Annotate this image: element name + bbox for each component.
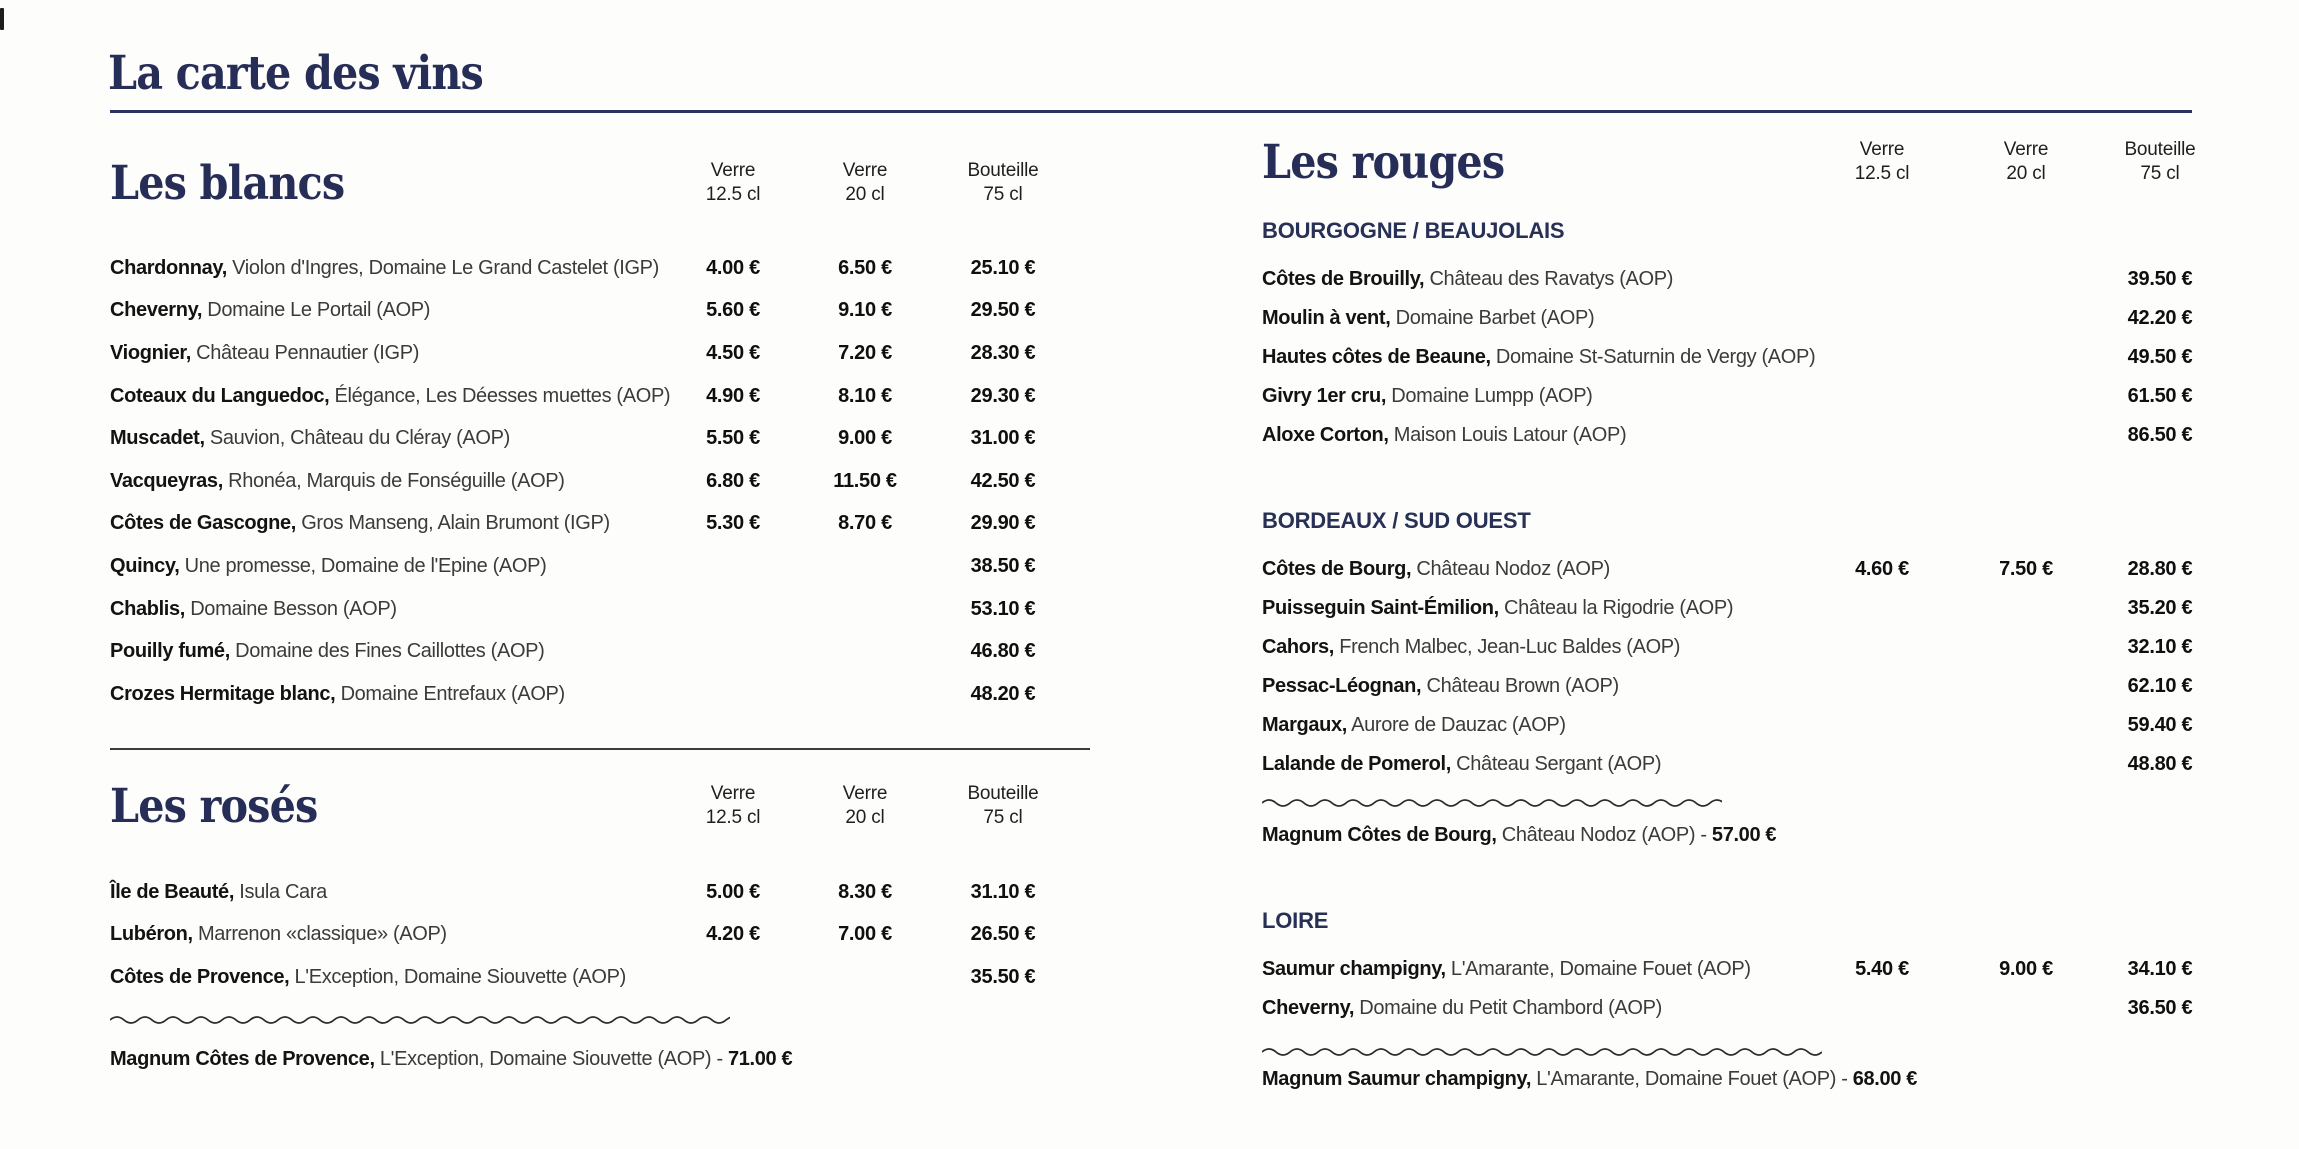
price-bottle-75: 42.20 € bbox=[2127, 307, 2193, 329]
price-bottle-75: 39.50 € bbox=[2127, 268, 2193, 290]
price-bottle-75: 48.20 € bbox=[970, 682, 1036, 705]
page-title: La carte des vins bbox=[108, 46, 483, 101]
column-header-verre-125 bbox=[668, 159, 798, 206]
wine-list-bourgogne bbox=[1262, 260, 2215, 455]
subsection-label-bordeaux: BORDEAUX / SUD OUEST bbox=[1262, 508, 1531, 533]
section-title-roses: Les rosés bbox=[110, 778, 318, 834]
section-blancs-header bbox=[110, 150, 1074, 216]
wavy-divider bbox=[110, 1015, 730, 1025]
section-roses-header bbox=[110, 773, 1074, 839]
price-bottle-75: 36.50 € bbox=[2127, 997, 2193, 1019]
price-glass-125: 5.60 € bbox=[706, 299, 760, 322]
price-glass-20: 9.00 € bbox=[838, 427, 892, 450]
price-glass-125: 5.40 € bbox=[1855, 958, 1909, 980]
price-bottle-75: 29.50 € bbox=[970, 299, 1036, 322]
wine-list-blancs bbox=[110, 247, 1074, 716]
price-glass-125: 4.20 € bbox=[706, 923, 760, 946]
subsection-label-bourgogne: BOURGOGNE / BEAUJOLAIS bbox=[1262, 218, 1565, 243]
wine-row bbox=[1262, 745, 2215, 784]
price-bottle-75: 35.50 € bbox=[970, 965, 1036, 988]
wine-name-and-details: Côtes de Gascogne, Gros Manseng, Alain Brumont (IGP) bbox=[110, 512, 610, 535]
col-header-line: Verre bbox=[2003, 139, 2049, 161]
price-glass-20: 8.70 € bbox=[838, 512, 892, 535]
price-bottle-75: 29.90 € bbox=[970, 512, 1036, 535]
column-header-verre-125 bbox=[668, 782, 798, 829]
wine-name-and-details: Coteaux du Languedoc, Élégance, Les Déesses muettes (AOP) bbox=[110, 384, 671, 407]
wine-name-and-details: Cahors, French Malbec, Jean-Luc Baldes (AOP) bbox=[1262, 636, 1681, 658]
price-bottle-75: 28.80 € bbox=[2127, 558, 2193, 580]
col-header-line: Verre bbox=[710, 160, 756, 182]
wine-name-and-details: Quincy, Une promesse, Domaine de l'Epine (AOP) bbox=[110, 554, 547, 577]
column-header-verre-20 bbox=[798, 159, 932, 206]
wine-row bbox=[1262, 706, 2215, 745]
wine-name-and-details: Aloxe Corton, Maison Louis Latour (AOP) bbox=[1262, 424, 1627, 446]
price-bottle-75: 62.10 € bbox=[2127, 675, 2193, 697]
price-glass-125: 4.60 € bbox=[1855, 558, 1909, 580]
wine-name-and-details: Margaux, Aurore de Dauzac (AOP) bbox=[1262, 714, 1566, 736]
title-divider bbox=[110, 110, 2192, 113]
price-bottle-75: 32.10 € bbox=[2127, 636, 2193, 658]
wine-row bbox=[110, 417, 1074, 460]
wine-row bbox=[110, 332, 1074, 375]
col-header-line: 20 cl bbox=[845, 184, 885, 205]
price-glass-125: 4.00 € bbox=[706, 256, 760, 279]
price-bottle-75: 28.30 € bbox=[970, 341, 1036, 364]
col-header-line: Verre bbox=[710, 783, 756, 805]
wine-row bbox=[110, 956, 1074, 999]
column-header-verre-20 bbox=[798, 782, 932, 829]
wine-name-and-details: Cheverny, Domaine Le Portail (AOP) bbox=[110, 299, 431, 322]
price-bottle-75: 42.50 € bbox=[970, 469, 1036, 492]
price-bottle-75: 59.40 € bbox=[2127, 714, 2193, 736]
wine-row bbox=[110, 673, 1074, 716]
price-bottle-75: 26.50 € bbox=[970, 923, 1036, 946]
wine-row bbox=[1262, 667, 2215, 706]
price-glass-20: 11.50 € bbox=[833, 469, 897, 492]
price-glass-20: 6.50 € bbox=[838, 256, 892, 279]
wine-name-and-details: Saumur champigny, L'Amarante, Domaine Fouet (AOP) bbox=[1262, 958, 1751, 980]
wine-name-and-details: Givry 1er cru, Domaine Lumpp (AOP) bbox=[1262, 385, 1593, 407]
price-glass-20: 7.50 € bbox=[1999, 558, 2053, 580]
wine-name-and-details: Côtes de Provence, L'Exception, Domaine Siouvette (AOP) bbox=[110, 965, 626, 988]
price-bottle-75: 46.80 € bbox=[970, 640, 1036, 663]
magnum-line-roses: Magnum Côtes de Provence, L'Exception, Domaine Siouvette (AOP) - 71.00 € bbox=[110, 1048, 793, 1070]
wine-row bbox=[110, 503, 1074, 546]
price-bottle-75: 34.10 € bbox=[2127, 958, 2193, 980]
price-glass-20: 7.20 € bbox=[838, 341, 892, 364]
section-title-rouges: Les rouges bbox=[1262, 134, 1505, 190]
col-header-line: Verre bbox=[842, 783, 888, 805]
roses-divider bbox=[110, 748, 1090, 750]
price-bottle-75: 86.50 € bbox=[2127, 424, 2193, 446]
wine-row bbox=[110, 914, 1074, 957]
wine-name-and-details: Viognier, Château Pennautier (IGP) bbox=[110, 341, 420, 364]
wine-name-and-details: Côtes de Brouilly, Château des Ravatys (AOP) bbox=[1262, 268, 1674, 290]
wine-row bbox=[110, 460, 1074, 503]
price-glass-125: 4.50 € bbox=[706, 341, 760, 364]
wine-name-and-details: Lubéron, Marrenon «classique» (AOP) bbox=[110, 923, 447, 946]
wine-row bbox=[1262, 377, 2215, 416]
wine-row bbox=[1262, 589, 2215, 628]
price-glass-20: 9.00 € bbox=[1999, 958, 2053, 980]
wine-row bbox=[110, 375, 1074, 418]
col-header-line: 20 cl bbox=[2006, 163, 2046, 184]
column-header-bouteille-75 bbox=[932, 782, 1074, 829]
wine-row bbox=[1262, 338, 2215, 377]
wine-list-loire bbox=[1262, 950, 2215, 1028]
price-bottle-75: 35.20 € bbox=[2127, 597, 2193, 619]
wine-name-and-details: Côtes de Bourg, Château Nodoz (AOP) bbox=[1262, 558, 1610, 580]
wine-name-and-details: Crozes Hermitage blanc, Domaine Entrefaux (AOP) bbox=[110, 682, 565, 705]
wine-row bbox=[110, 545, 1074, 588]
price-glass-20: 8.10 € bbox=[838, 384, 892, 407]
column-header-bouteille-75 bbox=[932, 159, 1074, 206]
price-bottle-75: 38.50 € bbox=[970, 554, 1036, 577]
wine-row bbox=[1262, 950, 2215, 989]
wine-list-roses bbox=[110, 871, 1074, 999]
price-glass-20: 8.30 € bbox=[838, 880, 892, 903]
wine-row bbox=[1262, 260, 2215, 299]
price-bottle-75: 61.50 € bbox=[2127, 385, 2193, 407]
price-glass-20: 7.00 € bbox=[838, 923, 892, 946]
wine-name-and-details: Hautes côtes de Beaune, Domaine St-Saturnin de Vergy (AOP) bbox=[1262, 346, 1816, 368]
column-header-verre-20 bbox=[1947, 138, 2105, 185]
wavy-divider bbox=[1262, 1047, 1822, 1057]
price-glass-125: 5.00 € bbox=[706, 880, 760, 903]
col-header-line: 12.5 cl bbox=[705, 807, 761, 828]
wine-row bbox=[1262, 628, 2215, 667]
wine-list-bordeaux bbox=[1262, 550, 2215, 784]
wine-row bbox=[110, 247, 1074, 290]
col-header-line: 75 cl bbox=[983, 807, 1023, 828]
price-glass-125: 5.50 € bbox=[706, 427, 760, 450]
wine-name-and-details: Lalande de Pomerol, Château Sergant (AOP) bbox=[1262, 753, 1662, 775]
wine-row bbox=[1262, 299, 2215, 338]
col-header-line: 75 cl bbox=[983, 184, 1023, 205]
price-bottle-75: 48.80 € bbox=[2127, 753, 2193, 775]
col-header-line: 75 cl bbox=[2140, 163, 2180, 184]
col-header-line: Verre bbox=[842, 160, 888, 182]
col-header-line: Verre bbox=[1859, 139, 1905, 161]
col-header-line: Bouteille bbox=[967, 783, 1039, 805]
column-header-bouteille-75 bbox=[2105, 138, 2215, 185]
col-header-line: 20 cl bbox=[845, 807, 885, 828]
price-bottle-75: 29.30 € bbox=[970, 384, 1036, 407]
wine-name-and-details: Moulin à vent, Domaine Barbet (AOP) bbox=[1262, 307, 1595, 329]
price-glass-125: 4.90 € bbox=[706, 384, 760, 407]
wavy-divider bbox=[1262, 798, 1722, 808]
price-glass-125: 6.80 € bbox=[706, 469, 760, 492]
wine-row bbox=[1262, 550, 2215, 589]
wine-row bbox=[110, 588, 1074, 631]
wine-name-and-details: Pouilly fumé, Domaine des Fines Caillottes (AOP) bbox=[110, 640, 545, 663]
column-header-verre-125 bbox=[1817, 138, 1947, 185]
wine-row bbox=[1262, 416, 2215, 455]
wine-row bbox=[1262, 989, 2215, 1028]
col-header-line: 12.5 cl bbox=[705, 184, 761, 205]
price-bottle-75: 53.10 € bbox=[970, 597, 1036, 620]
price-glass-20: 9.10 € bbox=[838, 299, 892, 322]
magnum-line-bordeaux: Magnum Côtes de Bourg, Château Nodoz (AOP) - 57.00 € bbox=[1262, 824, 1777, 846]
subsection-label-loire: LOIRE bbox=[1262, 908, 1329, 933]
section-title-blancs: Les blancs bbox=[110, 155, 345, 211]
section-rouges-header bbox=[1262, 129, 2215, 195]
col-header-line: Bouteille bbox=[2124, 139, 2196, 161]
price-bottle-75: 49.50 € bbox=[2127, 346, 2193, 368]
price-bottle-75: 31.00 € bbox=[970, 427, 1036, 450]
col-header-line: Bouteille bbox=[967, 160, 1039, 182]
wine-name-and-details: Muscadet, Sauvion, Château du Cléray (AOP) bbox=[110, 427, 510, 450]
price-bottle-75: 25.10 € bbox=[970, 256, 1036, 279]
wine-name-and-details: Chablis, Domaine Besson (AOP) bbox=[110, 597, 397, 620]
wine-row bbox=[110, 871, 1074, 914]
price-glass-125: 5.30 € bbox=[706, 512, 760, 535]
wine-name-and-details: Île de Beauté, Isula Cara bbox=[110, 880, 327, 903]
wine-name-and-details: Cheverny, Domaine du Petit Chambord (AOP) bbox=[1262, 997, 1662, 1019]
scan-artifact bbox=[0, 8, 4, 30]
wine-row bbox=[110, 630, 1074, 673]
price-bottle-75: 31.10 € bbox=[970, 880, 1036, 903]
wine-name-and-details: Pessac-Léognan, Château Brown (AOP) bbox=[1262, 675, 1619, 697]
wine-name-and-details: Vacqueyras, Rhonéa, Marquis de Fonséguille (AOP) bbox=[110, 469, 565, 492]
wine-name-and-details: Puisseguin Saint-Émilion, Château la Rigodrie (AOP) bbox=[1262, 597, 1734, 619]
wine-row bbox=[110, 290, 1074, 333]
wine-name-and-details: Chardonnay, Violon d'Ingres, Domaine Le Grand Castelet (IGP) bbox=[110, 256, 659, 279]
magnum-line-loire: Magnum Saumur champigny, L'Amarante, Domaine Fouet (AOP) - 68.00 € bbox=[1262, 1068, 1918, 1090]
col-header-line: 12.5 cl bbox=[1854, 163, 1910, 184]
